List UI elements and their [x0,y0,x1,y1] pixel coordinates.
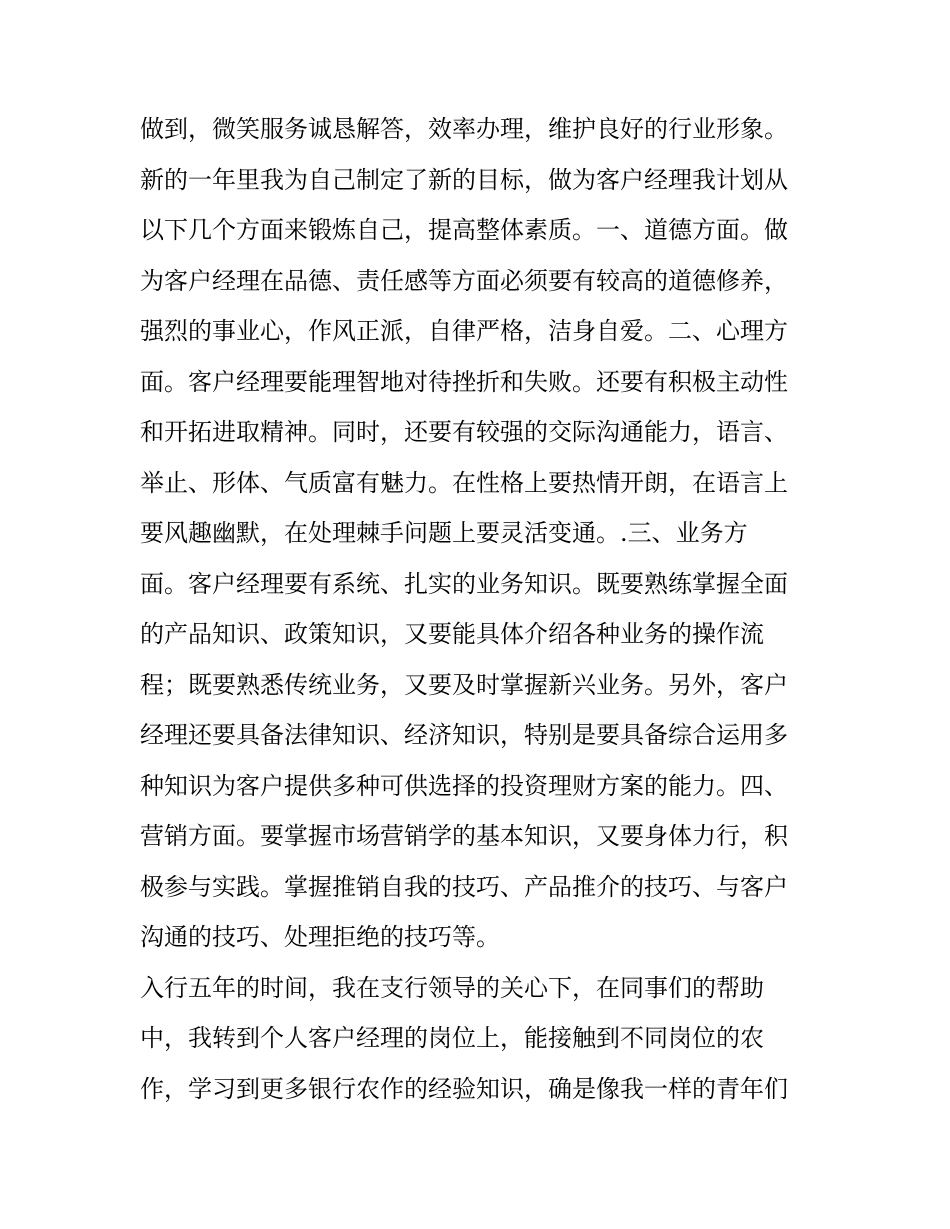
text-line: 经理还要具备法律知识、经济知识，特别是要具备综合运用多 [140,721,788,749]
text-line: 面。客户经理要能理智地对待挫折和失败。还要有积极主动性 [140,367,788,396]
body-text [140,104,820,1114]
text-line: 举止、形体、气质富有魅力。在性格上要热情开朗，在语言上 [140,468,788,497]
text-line: 要风趣幽默，在处理棘手问题上要灵活变通。.三、业务方 [140,519,748,547]
text-line: 程；既要熟悉传统业务，又要及时掌握新兴业务。另外，客户 [140,670,788,699]
text-line: 新的一年里我为自己制定了新的目标，做为客户经理我计划从 [140,165,788,194]
text-line: 以下几个方面来锻炼自己，提高整体素质。一、道德方面。做 [140,216,788,244]
text-line: 做到，微笑服务诚恳解答，效率办理，维护良好的行业形象。 [140,115,788,143]
text-line: 强烈的事业心，作风正派，自律严格，洁身自爱。二、心理方 [140,317,788,345]
text-line: 入行五年的时间，我在支行领导的关心下，在同事们的帮助 [140,973,764,1002]
text-line: 营销方面。要掌握市场营销学的基本知识，又要身体力行，积 [140,822,788,850]
text-line: 沟通的技巧、处理拒绝的技巧等。 [140,923,500,951]
text-line: 极参与实践。掌握推销自我的技巧、产品推介的技巧、与客户 [140,872,788,901]
text-line: 作，学习到更多银行农作的经验知识，确是像我一样的青年们 [140,1074,788,1103]
text-line: 为客户经理在品德、责任感等方面必须要有较高的道德修养， [140,266,788,295]
text-line: 的产品知识、政策知识，又要能具体介绍各种业务的操作流 [140,620,764,648]
text-line: 种知识为客户提供多种可供选择的投资理财方案的能力。四、 [140,771,788,800]
text-line: 中，我转到个人客户经理的岗位上，能接触到不同岗位的农 [140,1024,764,1052]
text-line: 和开拓进取精神。同时，还要有较强的交际沟通能力，语言、 [140,418,788,446]
text-line: 面。客户经理要有系统、扎实的业务知识。既要熟练掌握全面 [140,569,788,598]
